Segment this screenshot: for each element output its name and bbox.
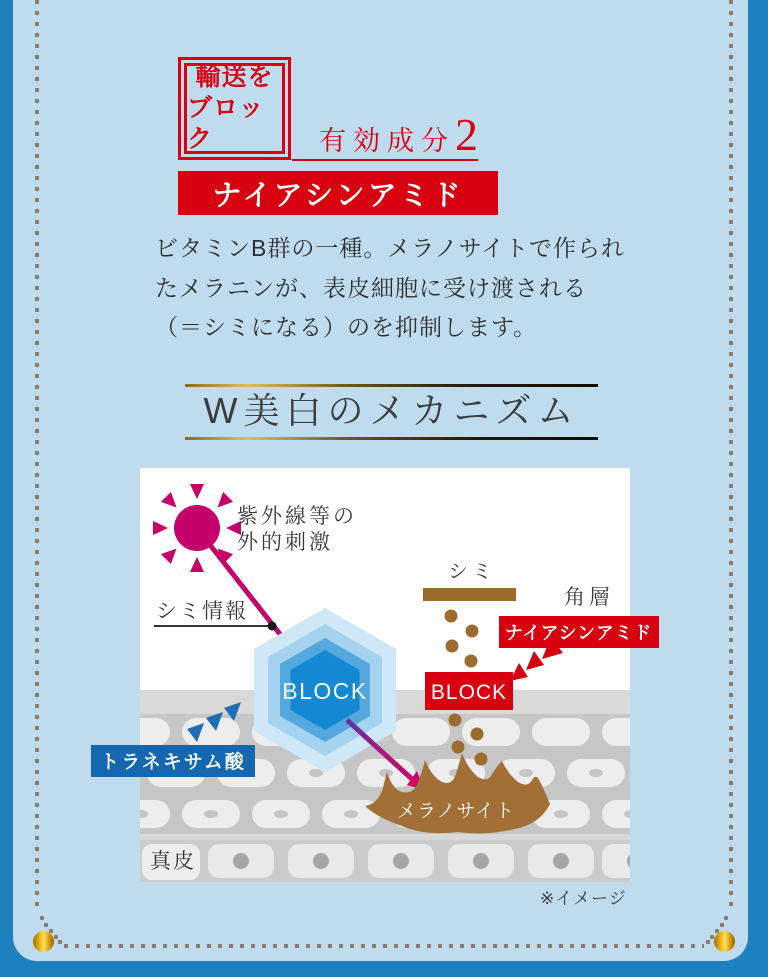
mechanism-heading: W美白のメカニズム: [203, 390, 580, 431]
ingredient-description: [155, 229, 635, 348]
block-left-label: BLOCK: [282, 678, 368, 704]
skin-mechanism-diagram: [100, 468, 653, 882]
uv-label-line1: 紫外線等の: [237, 505, 357, 528]
heading-rule-bottom: [185, 437, 598, 440]
transport-block-badge: [178, 57, 291, 160]
badge-line1: 輸送を: [195, 63, 274, 91]
spot-info-label: シミ情報: [156, 600, 248, 623]
frame-dots-bottom: [64, 944, 704, 948]
ingredient-name-box: [178, 171, 498, 215]
dermis-label: 真皮: [150, 850, 196, 873]
block-right-box: [425, 672, 513, 710]
gold-dot-left: [33, 931, 54, 952]
frame-corner-dots-left: [40, 916, 44, 920]
melanocyte-label: メラノサイト: [396, 801, 516, 822]
tranexamic-box: [91, 745, 255, 777]
image-disclaimer: ※イメージ: [540, 889, 627, 908]
frame-dots-left: [35, 0, 39, 912]
uv-label-line2: 外的刺激: [237, 531, 333, 554]
sun-icon: [153, 484, 241, 572]
active-ingredient-text: 有効成分: [319, 126, 455, 156]
spot-label: シミ: [448, 561, 496, 583]
spot-bar: [423, 588, 516, 601]
ingredient-name: ナイアシンアミド: [212, 179, 464, 212]
frame-dots-right: [729, 0, 733, 912]
active-ingredient-number: 2: [455, 109, 478, 160]
frame-corner-dots-right: [724, 916, 728, 920]
stratum-label: 角層: [564, 586, 614, 609]
description-line2: たメラニンが、表皮細胞に受け渡される: [155, 274, 587, 301]
tranexamic-label: トラネキサム酸: [100, 752, 246, 773]
gold-dot-right: [714, 931, 735, 952]
mechanism-section: [185, 384, 598, 440]
niacinamide-box: [499, 616, 659, 648]
block-right-label: BLOCK: [430, 681, 508, 704]
dermis-cells-row: [142, 844, 668, 880]
description-line3: （＝シミになる）のを抑制します。: [155, 314, 538, 340]
niacinamide-label: ナイアシンアミド: [504, 623, 653, 643]
layer-divider: [140, 834, 630, 840]
diagram-svg: [100, 468, 653, 882]
badge-line2: ブロック: [187, 94, 265, 153]
description-line1: ビタミンB群の一種。メラノサイトで作られ: [155, 235, 626, 261]
transport-block-badge-inner: [184, 63, 285, 154]
active-ingredient-label: [292, 109, 478, 161]
